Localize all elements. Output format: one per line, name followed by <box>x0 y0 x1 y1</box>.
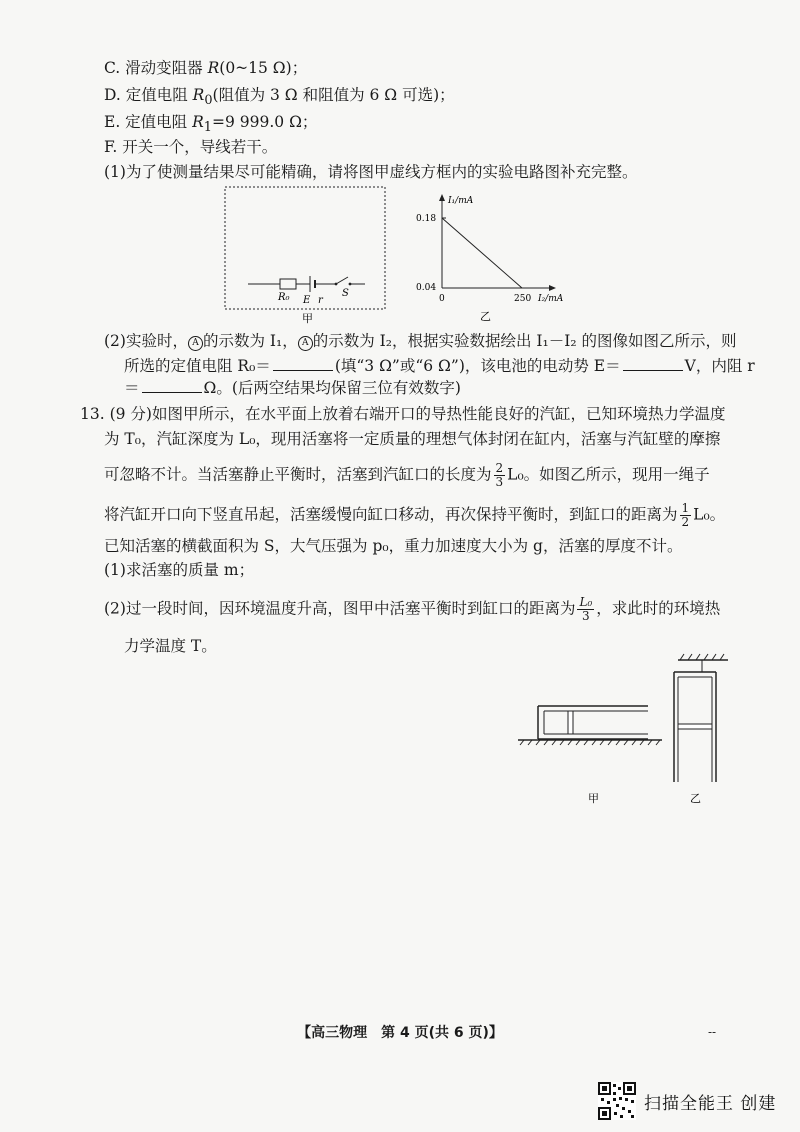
footer-mark: -- <box>708 1025 717 1039</box>
label-r0: R₀ <box>278 292 290 303</box>
q13-part1: (1)求活塞的质量 m； <box>104 561 255 579</box>
label-r: r <box>318 295 323 306</box>
figure-jia-label: 甲 <box>302 312 313 324</box>
cylinder-label-jia: 甲 <box>588 792 599 805</box>
cylinder-vertical <box>674 654 728 782</box>
q13-line2: 为 T₀，汽缸深度为 L₀，现用活塞将一定质量的理想气体封闭在缸内，活塞与汽缸壁的摩擦 <box>104 430 721 448</box>
y-tick-top: 0.18 <box>416 214 437 224</box>
figure-yi-graph <box>410 190 585 325</box>
q12-part2-line1: (2)实验时， A 的示数为 I₁， A 的示数为 I₂，根据实验数据绘出 I₁－I₂ 的图像如图乙所示，则 <box>104 332 737 350</box>
piston-vertical <box>678 724 712 729</box>
cylinder-label-yi: 乙 <box>690 792 701 805</box>
figure-jia-circuit <box>220 184 390 324</box>
qr-code-icon <box>598 1082 636 1120</box>
answer-blank-r[interactable] <box>142 378 202 393</box>
q13-line5: 已知活塞的横截面积为 S，大气压强为 p₀，重力加速度大小为 g，活塞的厚度不计。 <box>104 537 683 555</box>
q13-part2: (2)过一段时间，因环境温度升高，图甲中活塞平衡时到缸口的距离为 $\frac{\text{L₀}}{3}$ ，求此时的环境热 <box>104 595 721 623</box>
q12-part2-line3: ＝ Ω。(后两空结果均保留三位有效数字) <box>124 379 461 397</box>
answer-blank-emf[interactable] <box>623 356 683 371</box>
option-f: F. 开关一个，导线若干。 <box>104 138 278 156</box>
answer-blank-r0[interactable] <box>273 356 333 371</box>
watermark-text: 扫描全能王 创建 <box>644 1093 777 1114</box>
resistor-r0 <box>280 279 296 289</box>
y-tick-bottom: 0.04 <box>416 283 437 293</box>
figure-cylinders <box>512 648 752 808</box>
option-e: E. 定值电阻 $R_1=9$ 999.0 Ω； <box>104 113 318 136</box>
fraction-2-3: $\frac{2}{3}$ <box>495 461 504 489</box>
q13-line1: 13. (9 分)如图甲所示，在水平面上放着右端开口的导热性能良好的汽缸，已知环境热力学温度 <box>80 405 726 423</box>
q13-line4: 将汽缸开口向下竖直吊起，活塞缓慢向缸口移动，再次保持平衡时，到缸口的距离为 $\frac{1}{2}$ L₀。 <box>104 501 726 529</box>
option-d: D. 定值电阻 $R_0$(阻值为 3 Ω 和阻值为 6 Ω 可选)； <box>104 86 455 109</box>
q12-part1: (1)为了使测量结果尽可能精确，请将图甲虚线方框内的实验电路图补充完整。 <box>104 163 638 181</box>
fraction-1-2: $\frac{1}{2}$ <box>681 501 690 529</box>
scanner-watermark <box>598 1082 776 1120</box>
figure-yi-label: 乙 <box>480 310 491 323</box>
origin-label: 0 <box>439 294 445 304</box>
switch-s <box>336 277 348 284</box>
q12-part2-line2: 所选的定值电阻 R₀＝ (填“3 Ω”或“6 Ω”)，该电池的电动势 E＝ V，内阻 r <box>124 357 755 375</box>
cylinder-horizontal <box>518 706 662 745</box>
label-s: S <box>342 288 349 299</box>
q13-line3: 可忽略不计。当活塞静止平衡时，活塞到汽缸口的长度为 $\frac{2}{3}$ L₀。如图乙所示，现用一绳子 <box>104 461 710 489</box>
data-line <box>442 218 522 288</box>
fraction-l0-3: $\frac{\text{L₀}}{3}$ <box>579 595 593 623</box>
label-e: E <box>303 295 311 306</box>
piston-horizontal <box>568 711 573 734</box>
q13-part2-line2: 力学温度 T。 <box>124 637 217 655</box>
page-footer: 【高三物理 第 4 页(共 6 页)】 <box>297 1025 503 1041</box>
y-axis-label: I₁/mA <box>448 196 474 206</box>
option-c: C. 滑动变阻器 R(0~15 Ω)； <box>104 59 308 77</box>
x-axis-label: I₂/mA <box>538 294 564 304</box>
x-tick: 250 <box>514 294 532 304</box>
